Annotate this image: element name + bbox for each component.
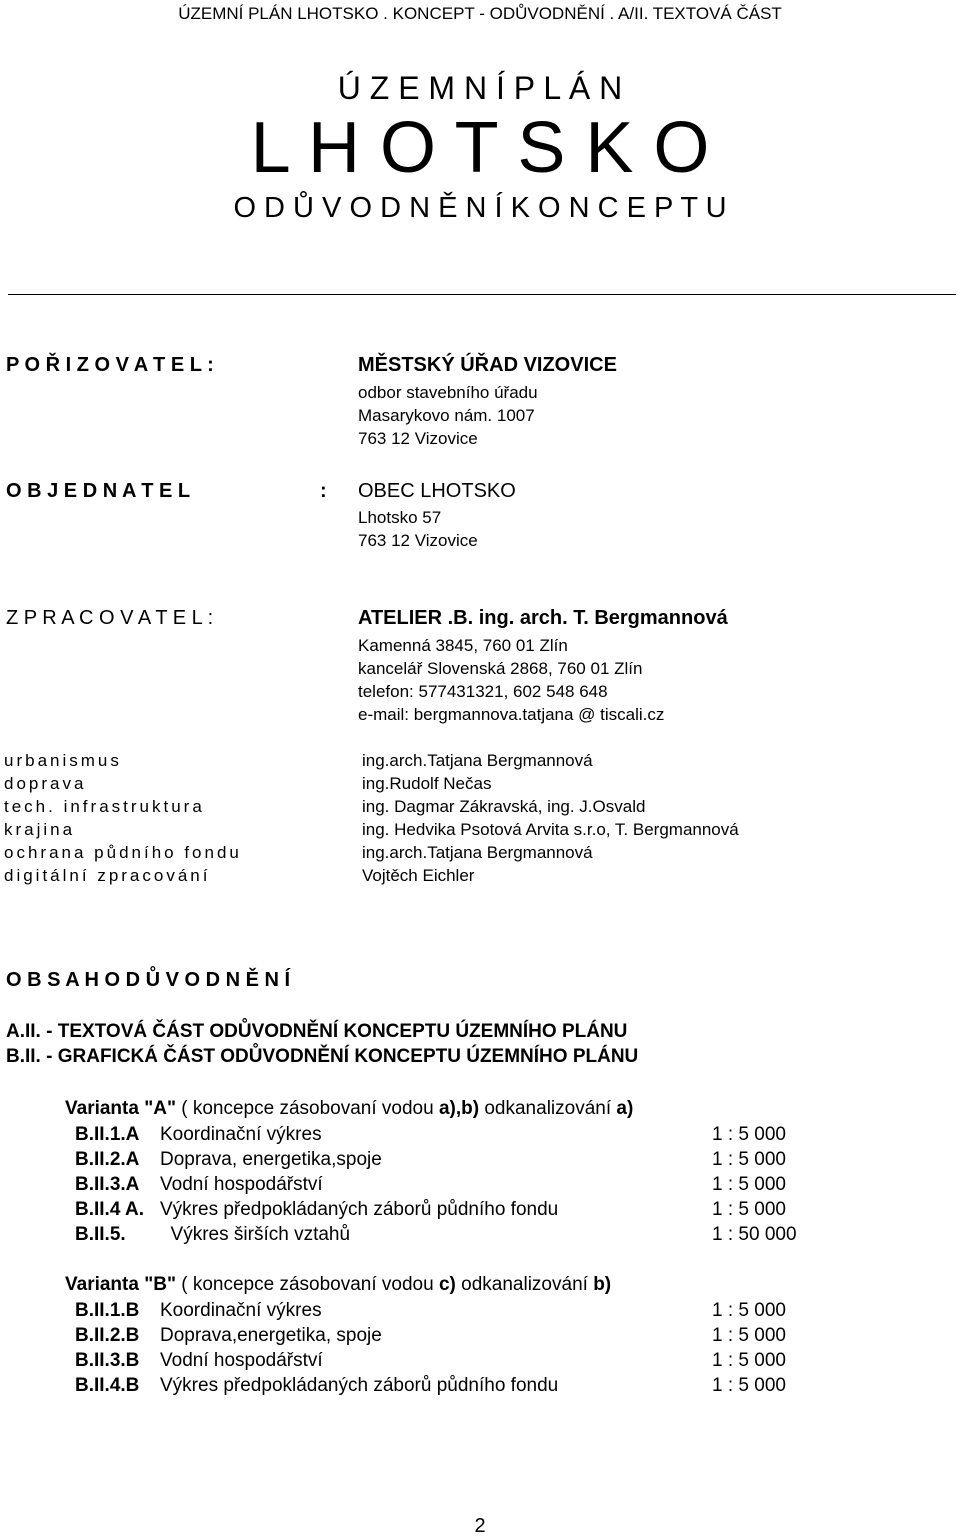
drawing-title: Koordinační výkres (160, 1300, 322, 1321)
drawing-code: B.II.2.B (75, 1325, 140, 1346)
drawing-item (75, 1174, 323, 1196)
drawing-code: B.II.3.A (75, 1174, 140, 1195)
drawing-code: B.II.2.A (75, 1149, 140, 1170)
objednatel-line: Lhotsko 57 (358, 508, 442, 527)
drawing-code: B.II.4.B (75, 1375, 140, 1396)
objednatel-colon: : (320, 480, 327, 502)
section-a: A.II. - TEXTOVÁ ČÁST ODŮVODNĚNÍ KONCEPTU ÚZEMNÍHO PLÁNU (6, 1021, 628, 1042)
porizovatel-line: 763 12 Vizovice (358, 429, 478, 448)
team-person: Vojtěch Eichler (362, 866, 475, 885)
doc-title-place: L H O T S K O (250, 108, 710, 188)
team-role: digitální zpracování (4, 866, 211, 885)
drawing-title: Vodní hospodářství (160, 1350, 323, 1371)
team-role: tech. infrastruktura (4, 797, 205, 816)
variant-a-water: a),b) (438, 1098, 480, 1119)
porizovatel-label: P O Ř I Z O V A T E L : (6, 354, 214, 376)
variant-b-label: Varianta "B" (65, 1274, 176, 1295)
drawing-scale: 1 : 5 000 (712, 1199, 786, 1220)
porizovatel-line: odbor stavebního úřadu (358, 383, 538, 402)
zpracovatel-email: e-mail: bergmannova.tatjana @ tiscali.cz (358, 705, 665, 724)
drawing-scale: 1 : 5 000 (712, 1350, 786, 1371)
zpracovatel-name: ATELIER .B. ing. arch. T. Bergmannová (358, 607, 728, 629)
team-role: doprava (4, 774, 87, 793)
team-person: ing. Hedvika Psotová Arvita s.r.o, T. Bergmannová (362, 820, 739, 839)
objednatel-label: O B J E D N A T E L (6, 480, 191, 502)
drawing-title: Doprava,energetika, spoje (160, 1325, 382, 1346)
variant-b-water: c) (438, 1274, 456, 1295)
variant-a-text: ( koncepce zásobovaní vodou (175, 1098, 439, 1119)
drawing-item (75, 1375, 558, 1397)
drawing-title: Výkres předpokládaných záborů půdního fondu (160, 1199, 559, 1220)
variant-a-sewer: a) (616, 1098, 634, 1119)
drawing-code: B.II.5. (75, 1224, 126, 1245)
zpracovatel-label: Z P R A C O V A T E L : (6, 607, 214, 629)
variant-b-text: ( koncepce zásobovaní vodou (175, 1274, 439, 1295)
drawing-item (75, 1124, 322, 1146)
drawing-item (75, 1224, 350, 1246)
drawing-code: B.II.4 A. (75, 1199, 144, 1220)
team-person: ing.Rudolf Nečas (362, 774, 492, 793)
title-divider (8, 294, 956, 295)
drawing-item (75, 1350, 323, 1372)
drawing-scale: 1 : 5 000 (712, 1300, 786, 1321)
doc-title-subtitle: O D Ů V O D N Ě N Í K O N C E P T U (233, 192, 727, 224)
drawing-title: Vodní hospodářství (160, 1174, 323, 1195)
section-b: B.II. - GRAFICKÁ ČÁST ODŮVODNĚNÍ KONCEPTU ÚZEMNÍHO PLÁNU (6, 1046, 639, 1067)
drawing-item (75, 1300, 322, 1322)
drawing-scale: 1 : 5 000 (712, 1124, 786, 1145)
drawing-title: Výkres širších vztahů (160, 1224, 351, 1245)
drawing-title: Koordinační výkres (160, 1124, 322, 1145)
objednatel-line: 763 12 Vizovice (358, 531, 478, 550)
drawing-code: B.II.3.B (75, 1350, 140, 1371)
team-role: urbanismus (4, 751, 122, 770)
drawing-scale: 1 : 5 000 (712, 1174, 786, 1195)
team-person: ing.arch.Tatjana Bergmannová (362, 751, 593, 770)
porizovatel-name: MĚSTSKÝ ÚŘAD VIZOVICE (358, 354, 617, 376)
zpracovatel-line: kancelář Slovenská 2868, 760 01 Zlín (358, 659, 643, 678)
zpracovatel-line: telefon: 577431321, 602 548 648 (358, 682, 608, 701)
running-header: ÚZEMNÍ PLÁN LHOTSKO . KONCEPT - ODŮVODNĚNÍ . A/II. TEXTOVÁ ČÁST (178, 4, 782, 23)
drawing-scale: 1 : 50 000 (712, 1224, 797, 1245)
drawing-scale: 1 : 5 000 (712, 1375, 786, 1396)
drawing-title: Výkres předpokládaných záborů půdního fondu (160, 1375, 559, 1396)
drawing-code: B.II.1.B (75, 1300, 140, 1321)
variant-a-label: Varianta "A" (65, 1098, 176, 1119)
team-role: krajina (4, 820, 76, 839)
variant-a-text: odkanalizování (479, 1098, 617, 1119)
objednatel-name: OBEC LHOTSKO (358, 480, 516, 502)
obsah-title: O B S A H O D Ů V O D N Ě N Í (6, 969, 291, 991)
variant-a-heading (65, 1098, 633, 1120)
drawing-code: B.II.1.A (75, 1124, 140, 1145)
zpracovatel-line: Kamenná 3845, 760 01 Zlín (358, 636, 568, 655)
team-person: ing.arch.Tatjana Bergmannová (362, 843, 593, 862)
drawing-scale: 1 : 5 000 (712, 1325, 786, 1346)
variant-b-sewer: b) (593, 1274, 612, 1295)
variant-b-text: odkanalizování (455, 1274, 594, 1295)
doc-title-kind: Ú Z E M N Í P L Á N (337, 70, 623, 106)
variant-b-heading (65, 1274, 611, 1296)
drawing-scale: 1 : 5 000 (712, 1149, 786, 1170)
drawing-item (75, 1149, 382, 1171)
drawing-item (75, 1199, 558, 1221)
drawing-title: Doprava, energetika,spoje (160, 1149, 382, 1170)
drawing-item (75, 1325, 382, 1347)
team-role: ochrana půdního fondu (4, 843, 242, 862)
porizovatel-line: Masarykovo nám. 1007 (358, 406, 535, 425)
team-person: ing. Dagmar Zákravská, ing. J.Osvald (362, 797, 646, 816)
page-number: 2 (474, 1515, 486, 1537)
